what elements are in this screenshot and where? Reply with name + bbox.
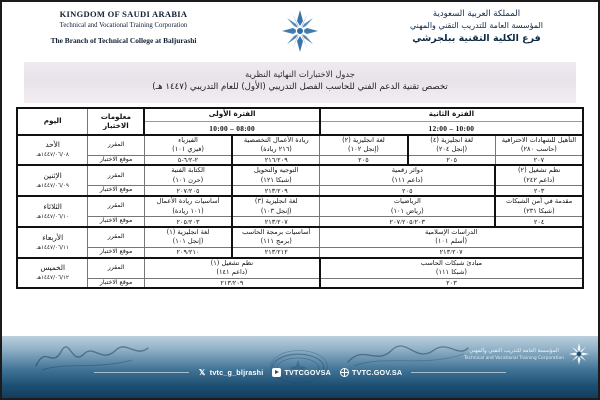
cell-course-r0-p1b [232,135,320,156]
course-name: الفيزياء [178,135,198,144]
cell-course-r1-p1b [232,165,320,186]
cell-room-r3-p1a: ٢٠٩/٢١٠ [144,248,232,258]
cell-meta-course-r0: المقرر [88,135,145,156]
youtube-icon [272,368,281,377]
social-link-youtube[interactable] [272,368,331,377]
table-row [17,165,583,186]
document-header [2,2,598,60]
cell-room-r1-p1a: ٢٠٧/٢٠٥ [144,186,232,196]
cell-meta-course-r1: المقرر [88,165,145,186]
cell-meta-course-r3: المقرر [88,227,145,248]
header-english-block [16,8,231,46]
course-name: التأهيل للشهادات الاحترافية [501,135,577,144]
table-row [17,135,583,156]
cell-meta-location-r3: موقع الاختبار [88,248,145,258]
day-name: الأحد [45,140,60,150]
course-name: الرياضيات [393,197,421,206]
table-row-rooms [17,186,583,196]
course-name: ريادة الأعمال التخصصية [243,135,309,144]
cell-room-r3-p1b: ٢١٣/٢١٢ [232,248,320,258]
header-exam-info: معلومات الاختبار [88,108,145,135]
course-code: (رياض ١٠١) [390,206,424,215]
table-header-row [17,108,583,135]
social-label-youtube: TVTCGOVSA [284,368,331,377]
table-row-rooms [17,248,583,258]
table-row [17,227,583,248]
social-link-website[interactable] [340,368,402,377]
cell-course-r1-p2c [495,165,583,186]
course-name: مبادئ شبكات الحاسب [420,258,483,267]
course-name: لغة انجليزية (٣) [254,197,298,206]
course-name: دوائر رقمية [391,166,423,175]
course-name: لغة انجليزية (١) [166,227,210,236]
course-code: (شبكا ١٢١) [260,175,292,184]
cell-day-r0 [17,135,88,166]
cell-course-r2-p1b [232,196,320,217]
header-ar-branch: فرع الكلية التقنية ببلجرشي [412,32,541,44]
course-code: (حرن ١٠١) [172,175,204,184]
page-subtitle: تخصص تقنية الدعم الفني للحاسب الفصل التدريبي (الأول) للعام التدريبي (١٤٤٧ هـ) [152,82,448,93]
signature-right-icon [342,338,472,372]
course-name: الكتابة الفنية [171,166,205,175]
social-rule-left [94,372,189,373]
cell-course-r2-p2b [320,196,495,217]
course-name: مقدمة في أمن الشبكات [505,197,573,206]
header-ar-org: المؤسسة العامة للتدريب التقني والمهني [409,21,543,31]
course-code: (إنجل ٢٠٤) [436,145,468,154]
course-code: (داعم ١٤١) [216,268,248,277]
course-name: نظم تشغيل (١) [210,258,254,267]
cell-room-r3-p2span: ٢١٣/٢٠٧ [320,248,583,258]
course-code: (أسلم ١٠١) [435,237,468,246]
cell-course-r3-p2span [320,227,583,248]
course-name: أساسيات برمجة الحاسب [242,227,311,236]
cell-room-r0-p2b: ٢٠٥ [408,155,496,165]
header-period1-label: الفترة الأولى [208,108,256,118]
document-footer [2,336,598,398]
day-date: ١٤٤٧/٠٦/٠٨هـ [36,152,69,159]
day-name: الأربعاء [42,232,64,242]
cell-meta-location-r2: موقع الاختبار [88,217,145,227]
day-date: ١٤٤٧/٠٦/١٢هـ [36,275,69,282]
course-code: (شبكا ٢٣١) [523,206,555,215]
cell-room-r2-p1b: ٢١٣/٢٠٧ [232,217,320,227]
footer-org-block [464,342,590,366]
exam-schedule-table [16,107,584,290]
day-name: الخميس [40,263,65,273]
cell-room-r0-p1a: ٢-٦/٢-٥ [144,155,232,165]
cell-course-r0-p1a [144,135,232,156]
table-row-rooms [17,155,583,165]
social-label-website: TVTC.GOV.SA [352,368,403,377]
header-period1 [144,108,319,135]
website-icon [340,368,349,377]
cell-meta-location-r0: موقع الاختبار [88,155,145,165]
header-arabic-block [369,8,584,46]
social-rule-right [411,372,506,373]
cell-room-r0-p2a: ٢٠٥ [320,155,408,165]
header-period2-time: 10:00 – 12:00 [321,121,582,134]
cell-room-r4-p1span: ٢١٣/٢٠٩ [144,278,319,288]
course-code: (داعم ١١١) [391,175,423,184]
cell-course-r4-p1span [144,258,319,279]
course-name: لغة انجليزية (٤) [430,135,474,144]
x-twitter-icon: 𝕏 [198,368,206,377]
course-code: (١٠١ ريادة) [172,206,204,215]
title-band [24,62,576,103]
header-ar-kingdom: المملكة العربية السعودية [432,9,521,19]
cell-room-r2-p2c: ٢٠٤ [495,217,583,227]
schedule-table-wrap [2,103,598,290]
course-code: (شبكا ١١١) [435,268,467,277]
course-code: (حاسب ٢٨٠) [520,145,557,154]
header-logo-wrap [231,8,369,54]
cell-day-r4 [17,258,88,289]
cell-course-r2-p2c [495,196,583,217]
day-date: ١٤٤٧/٠٦/٠٩هـ [36,183,69,190]
cell-room-r4-p2span: ٢٠٣ [320,278,583,288]
cell-room-r0-p1b: ٢١٦/٢٠٩ [232,155,320,165]
cell-course-r4-p2span [320,258,583,279]
course-code: (إنجل ١٠٢) [348,145,379,154]
cell-room-r0-p2c: ٢٠٧ [495,155,583,165]
social-label-x: tvtc_g_bljrashi [209,368,264,377]
cell-course-r2-p1a [144,196,232,217]
course-name: نظم تشغيل (٢) [517,166,561,175]
header-period2 [320,108,583,135]
header-en-kingdom: KINGDOM OF SAUDI ARABIA [59,9,188,19]
cell-course-r1-p2b [320,165,495,186]
day-name: الثلاثاء [43,201,62,211]
course-code: (إنجل ١٠١) [172,237,204,246]
tvtc-star-logo-footer [568,342,590,366]
social-link-x[interactable] [198,368,264,377]
social-links-bar [2,368,598,377]
day-date: ١٤٤٧/٠٦/١١هـ [36,244,69,251]
header-period2-label: الفترة الثانية [428,108,475,118]
table-row-rooms [17,278,583,288]
header-day: اليوم [17,108,88,135]
cell-room-r1-p1b: ٢١٣/٢٠٩ [232,186,320,196]
cell-day-r3 [17,227,88,258]
course-name: الدراسات الإسلامية [425,227,478,236]
tvtc-star-logo [278,8,322,54]
cell-room-r2-p2b: ٢٠٧/٢٠٥/٢٠٣ [320,217,495,227]
course-code: (إنجل ١٠٣) [260,206,292,215]
header-en-branch: The Branch of Technical College at Baljurashi [50,35,197,45]
page-title: جدول الاختبارات النهائية النظرية [245,69,355,79]
course-code: (فيزي ١٠١) [172,145,204,154]
course-code: (٢١٦ ريادة) [260,145,292,154]
official-stamp-icon [270,350,328,384]
course-code: (داعم ٢٤٢) [523,175,555,184]
cell-meta-course-r4: المقرر [88,258,145,279]
cell-room-r1-p2c: ٢٠٣ [495,186,583,196]
course-name: التوجيه والتحويل [254,166,299,175]
cell-meta-location-r4: موقع الاختبار [88,278,145,288]
course-code: (برمج ١١١) [260,237,292,246]
cell-meta-location-r1: موقع الاختبار [88,186,145,196]
cell-room-r1-p2b: ٢٠٥ [320,186,495,196]
header-period1-time: 08:00 – 10:00 [145,121,318,134]
cell-course-r0-p2a [320,135,408,156]
day-date: ١٤٤٧/٠٦/١٠هـ [36,213,69,220]
cell-meta-course-r2: المقرر [88,196,145,217]
footer-org-ar: المؤسسة العامة للتدريب التقني والمهني [469,348,559,354]
cell-day-r1 [17,165,88,196]
course-name: لغة انجليزية (٢) [342,135,385,144]
cell-course-r1-p1a [144,165,232,186]
cell-course-r3-p1b [232,227,320,248]
course-name: أساسيات ريادة الأعمال [156,197,220,206]
table-row-rooms [17,217,583,227]
cell-day-r2 [17,196,88,227]
footer-org-en: Technical and Vocational Training Corporation [464,354,564,360]
day-name: الإثنين [43,171,62,181]
cell-course-r0-p2c [495,135,583,156]
cell-course-r0-p2b [408,135,496,156]
table-row [17,258,583,279]
cell-course-r3-p1a [144,227,232,248]
header-en-org: Technical and Vocational Training Corporation [59,21,188,29]
cell-room-r2-p1a: ٢٠٥/٢٠٣ [144,217,232,227]
table-row [17,196,583,217]
